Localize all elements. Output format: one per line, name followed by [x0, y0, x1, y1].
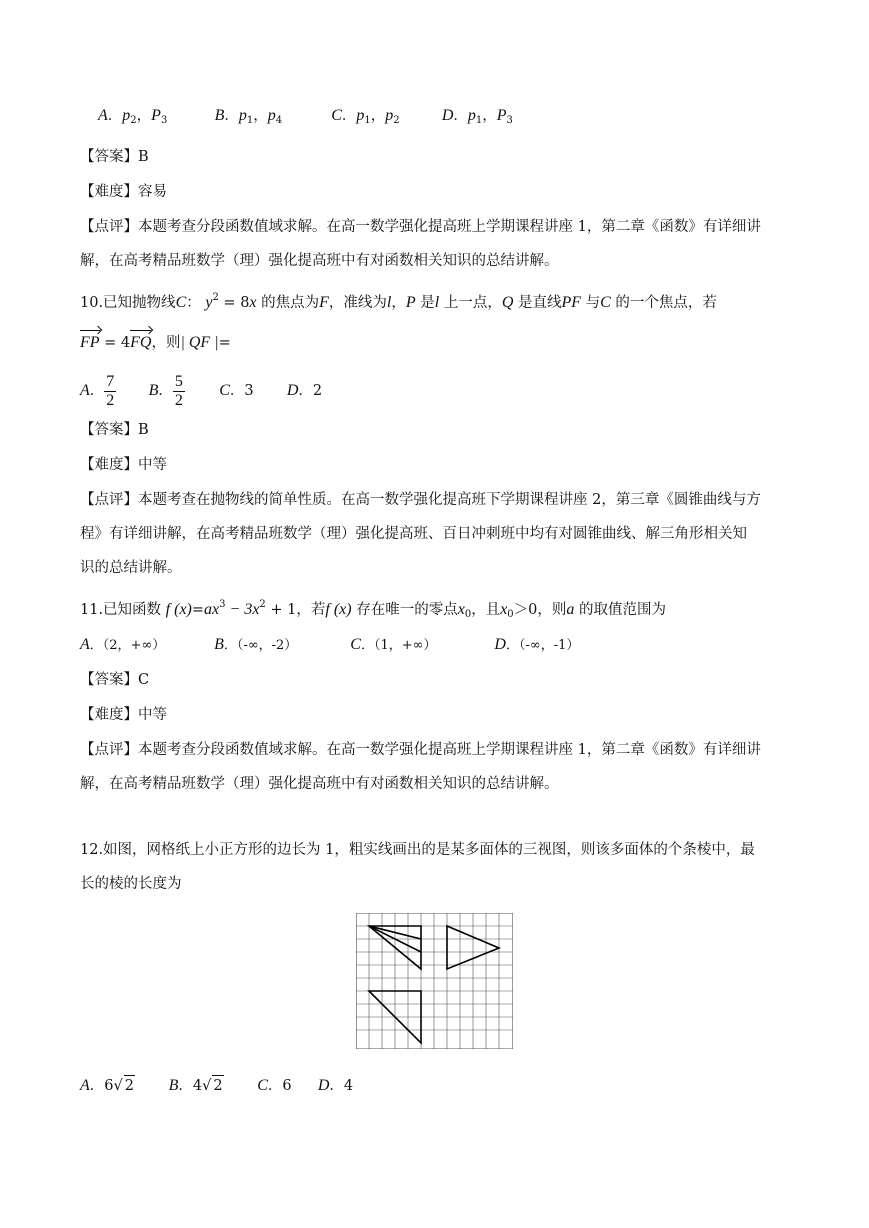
q9-answer: 【答案】B: [80, 149, 149, 165]
q10-option-d: D．2: [286, 382, 323, 399]
q11-option-d: D．（-∞，-1）: [494, 636, 580, 653]
q11-comment-line1: 【点评】本题考查分段函数值域求解。在高一数学强化提高班上学期课程讲座 1，第二章《函数》有详细讲: [80, 742, 761, 758]
q11-option-b: B．（-∞，-2）: [214, 636, 298, 653]
q10-option-c: C．3: [219, 382, 254, 399]
q9-option-d: D．$p_1$，$P_3$: [441, 107, 513, 126]
q9-option-a: A．$p_2$，$P_3$: [98, 107, 168, 126]
q10-option-a: A． $\frac{7}{2}$: [80, 372, 115, 409]
q10-comment-line3: 识的总结讲解。: [80, 560, 182, 576]
q12-stem-line2: 长的棱的长度为: [80, 876, 182, 892]
q10-comment-line2: 程》有详细讲解，在高考精品班数学（理）强化提高班、百日冲刺班中均有对圆锥曲线、解三角形相关知: [80, 526, 747, 542]
vector-fp: FP: [80, 334, 100, 351]
q12-option-d: D．4: [317, 1077, 354, 1094]
q11-option-a: A．（2，+∞）: [80, 636, 166, 653]
q10-option-b: B． $\frac{5}{2}$: [148, 372, 183, 409]
q10-stem: 10.已知抛物线C： $y^2 = 8x$ 的焦点为F，准线为l，P 是l 上一点，Q 是直线PF 与C 的一个焦点，若: [80, 292, 717, 311]
q9-comment-line2: 解，在高考精品班数学（理）强化提高班中有对函数相关知识的总结讲解。: [80, 253, 559, 269]
q9-options: [98, 106, 513, 131]
q11-difficulty: 【难度】中等: [80, 707, 167, 723]
q12-option-a: A．6√ 2: [80, 1077, 134, 1094]
three-view-grid-figure: [356, 913, 513, 1049]
q9-difficulty: 【难度】容易: [80, 184, 167, 200]
q10-comment-line1: 【点评】本题考查在抛物线的简单性质。在高一数学强化提高班下学期课程讲座 2，第三章《圆锥曲线与方: [80, 492, 761, 508]
q12-option-b: B．4√ 2: [168, 1077, 223, 1094]
q9-comment-line1: 【点评】本题考查分段函数值域求解。在高一数学强化提高班上学期课程讲座 1，第二章《函数》有详细讲: [80, 219, 761, 235]
q10-stem-vector: FP = 4FQ，则| QF |=: [80, 334, 231, 351]
q11-stem: 11.已知函数 f $(x)=ax^3 - 3x^2 + 1$，若f (x) 存在唯一的零点$x_0$，且$x_0>0$，则a 的取值范围为: [80, 599, 667, 620]
q10-options: [80, 370, 322, 412]
vector-fq: FQ: [130, 334, 152, 351]
q9-option-b: B．$p_1$，$p_4$: [214, 107, 283, 126]
q11-options: [80, 635, 579, 656]
q12-stem-line1: 12.如图，网格纸上小正方形的边长为 1，粗实线画出的是某多面体的三视图，则该多面体的个条棱中，最: [80, 842, 755, 858]
three-view-drawing: [356, 913, 513, 1049]
q10-answer: 【答案】B: [80, 422, 149, 438]
q11-comment-line2: 解，在高考精品班数学（理）强化提高班中有对函数相关知识的总结讲解。: [80, 776, 559, 792]
q12-options: [80, 1075, 353, 1096]
q11-answer: 【答案】C: [80, 672, 150, 688]
q12-option-c: C．6: [257, 1077, 292, 1094]
q9-option-c: C．$p_1$，$p_2$: [331, 107, 400, 126]
q11-option-c: C．（1，+∞）: [350, 636, 437, 653]
q10-difficulty: 【难度】中等: [80, 457, 167, 473]
